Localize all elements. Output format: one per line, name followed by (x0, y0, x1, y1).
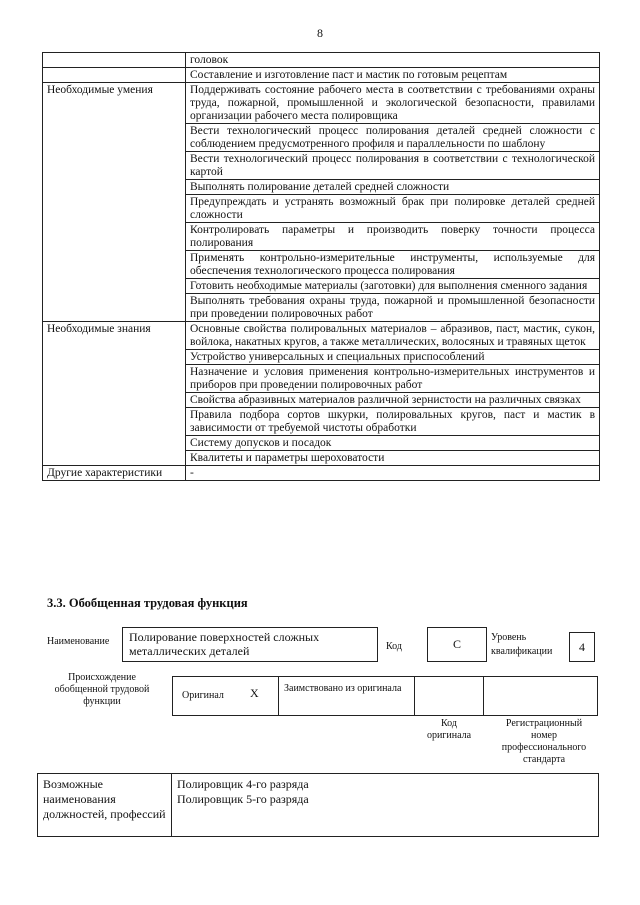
level-value: 4 (569, 632, 595, 662)
skill-item: Предупреждать и устранять возможный брак при полировке деталей средней сложности (186, 195, 600, 223)
knowledge-item: Правила подбора сортов шкурки, полировальных кругов, паст и мастик в зависимости от требуемой чистоты обработки (186, 408, 600, 436)
table-row (43, 53, 600, 68)
skill-item: Вести технологический процесс полирования в соответствии с технологической картой (186, 152, 600, 180)
original-mark: Х (250, 686, 259, 700)
table-cell: головок (186, 53, 600, 68)
name-value: Полирование поверхностей сложных металлических деталей (129, 630, 320, 658)
divider (414, 676, 415, 716)
code-value: С (427, 627, 487, 662)
knowledge-label: Необходимые знания (43, 322, 186, 466)
original-label: Оригинал (182, 690, 224, 701)
knowledge-item: Систему допусков и посадок (186, 436, 600, 451)
skill-item: Контролировать параметры и производить поверку точности процесса полирования (186, 223, 600, 251)
level-label: Уровень квалификации (491, 632, 553, 657)
job-item: Полировщик 5-го разряда (177, 792, 309, 806)
table-row (43, 68, 600, 83)
section-title: 3.3. Обобщенная трудовая функция (47, 596, 248, 610)
knowledge-item: Устройство универсальных и специальных приспособлений (186, 350, 600, 365)
other-value: - (186, 466, 600, 481)
table-row (38, 774, 599, 837)
code-label: Код (386, 641, 402, 652)
knowledge-item: Назначение и условия применения контрольно-измерительных инструментов и приборов при проведении полировочных работ (186, 365, 600, 393)
job-item: Полировщик 4-го разряда (177, 777, 309, 791)
jobs-label: Возможные наименования должностей, профессий (38, 774, 172, 837)
table-row (43, 322, 600, 350)
skill-item: Выполнять полирование деталей средней сложности (186, 180, 600, 195)
origin-label: Происхождение обобщенной трудовой функции (54, 672, 150, 707)
name-label: Наименование (47, 636, 110, 647)
origin-table (172, 676, 598, 716)
skill-item: Применять контрольно-измерительные инструменты, используемые для обеспечения технологического процесса полирования (186, 251, 600, 279)
skill-item: Выполнять требования охраны труда, пожарной и промышленной безопасности при проведении полировочных работ (186, 294, 600, 322)
empty-label-cell (43, 68, 186, 83)
jobs-list-cell (172, 774, 599, 837)
skill-item: Поддерживать состояние рабочего места в соответствии с требованиями охраны труда, пожарной, промышленной и экологической безопасности, правилами организации рабочего места полировщика (186, 83, 600, 124)
requirements-table (42, 52, 600, 481)
code-original-label: Код оригинала (426, 718, 472, 741)
name-value-box (122, 627, 378, 662)
skill-item: Вести технологический процесс полирования деталей средней сложности с соблюдением предусмотренного профиля и параллельности по шаблону (186, 124, 600, 152)
skills-label: Необходимые умения (43, 83, 186, 322)
skill-item: Готовить необходимые материалы (заготовки) для выполнения сменного задания (186, 279, 600, 294)
table-row (43, 83, 600, 124)
page-number: 8 (317, 26, 323, 40)
borrowed-label: Заимствовано из оригинала (284, 683, 402, 694)
knowledge-item: Квалитеты и параметры шероховатости (186, 451, 600, 466)
knowledge-item: Основные свойства полировальных материалов – абразивов, паст, мастик, сукон, войлока, накатных кругов, а также металлических, волосяных и травяных щеток (186, 322, 600, 350)
divider (483, 676, 484, 716)
knowledge-item: Свойства абразивных материалов различной зернистости на различных связках (186, 393, 600, 408)
empty-label-cell (43, 53, 186, 68)
table-row (43, 466, 600, 481)
reg-number-label: Регистрационный номер профессионального стандарта (501, 718, 587, 765)
table-cell: Составление и изготовление паст и мастик по готовым рецептам (186, 68, 600, 83)
divider (278, 676, 279, 716)
jobs-table (37, 773, 599, 837)
other-label: Другие характеристики (43, 466, 186, 481)
